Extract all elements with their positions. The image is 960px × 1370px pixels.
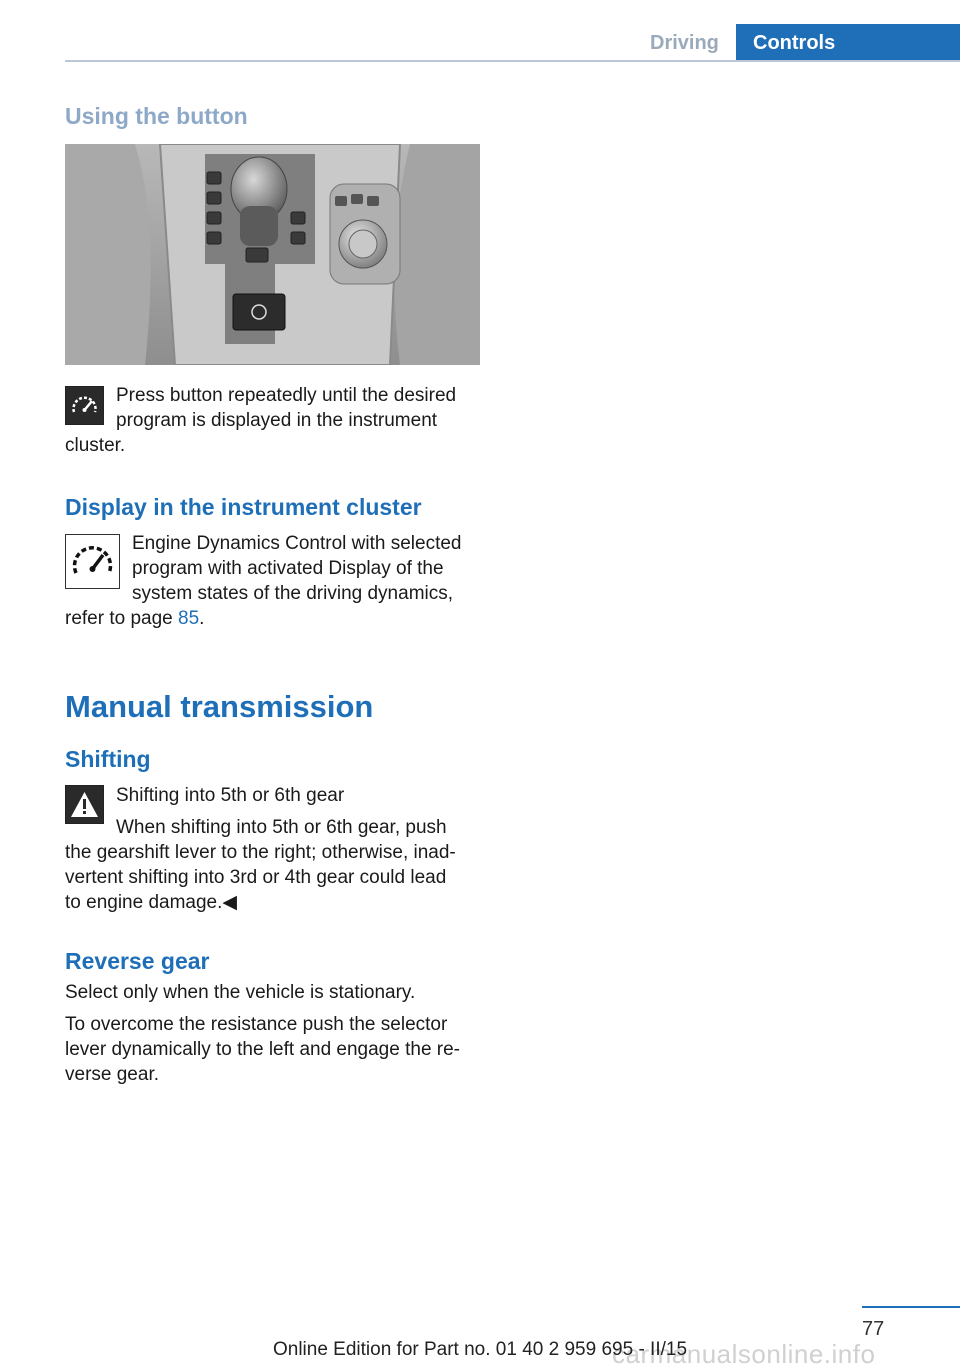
heading-using-button: Using the button xyxy=(65,103,248,129)
engine-dynamics-button-icon xyxy=(65,386,104,425)
using-button-text-line3: cluster. xyxy=(65,435,126,456)
speedometer-icon xyxy=(65,534,120,589)
reverse-text-p2-line2: lever dynamically to the left and engage the re‐ xyxy=(65,1039,461,1060)
reverse-text-p1: Select only when the vehicle is stationary. xyxy=(65,982,416,1003)
warning-icon xyxy=(65,785,104,824)
warning-text-line3: vertent shifting into 3rd or 4th gear could lead xyxy=(65,867,447,888)
heading-reverse-gear: Reverse gear xyxy=(65,948,210,974)
page-ref-link[interactable]: 85 xyxy=(178,608,200,629)
reverse-text-p2-line3: verse gear. xyxy=(65,1064,159,1085)
display-ref-suffix: . xyxy=(199,608,205,629)
heading-shifting: Shifting xyxy=(65,746,151,772)
heading-display-cluster: Display in the instrument cluster xyxy=(65,494,422,520)
using-button-text-line2: program is displayed in the instrument xyxy=(116,410,438,431)
reverse-text-p2-line1: To overcome the resistance push the selector xyxy=(65,1014,448,1035)
display-text-line2: program with activated Display of the xyxy=(132,558,444,579)
display-text-line3: system states of the driving dynamics, xyxy=(132,583,454,604)
header-divider xyxy=(65,60,960,62)
heading-manual-transmission: Manual transmission xyxy=(65,689,374,724)
warning-text-line4: to engine damage.◀ xyxy=(65,892,238,913)
header-chapter-tab[interactable]: Controls xyxy=(736,24,960,62)
page-number: 77 xyxy=(862,1318,885,1340)
footer-divider xyxy=(862,1306,960,1308)
edition-footer: Online Edition for Part no. 01 40 2 959 695 - II/15 xyxy=(272,1339,688,1360)
using-button-text-line1: Press button repeatedly until the desired xyxy=(116,385,457,406)
warning-text-line2: the gearshift lever to the right; otherwise, inad‐ xyxy=(65,842,456,863)
display-text-line4 xyxy=(65,606,204,631)
watermark: carmanualsonline.info xyxy=(612,1339,876,1369)
display-text-line1: Engine Dynamics Control with selected xyxy=(132,533,462,554)
console-photo xyxy=(65,144,480,365)
warning-title: Shifting into 5th or 6th gear xyxy=(116,785,345,806)
warning-text-line1: When shifting into 5th or 6th gear, push xyxy=(116,817,447,838)
display-ref-prefix: refer to page xyxy=(65,608,179,629)
header-section-tab[interactable]: Driving xyxy=(650,32,719,54)
